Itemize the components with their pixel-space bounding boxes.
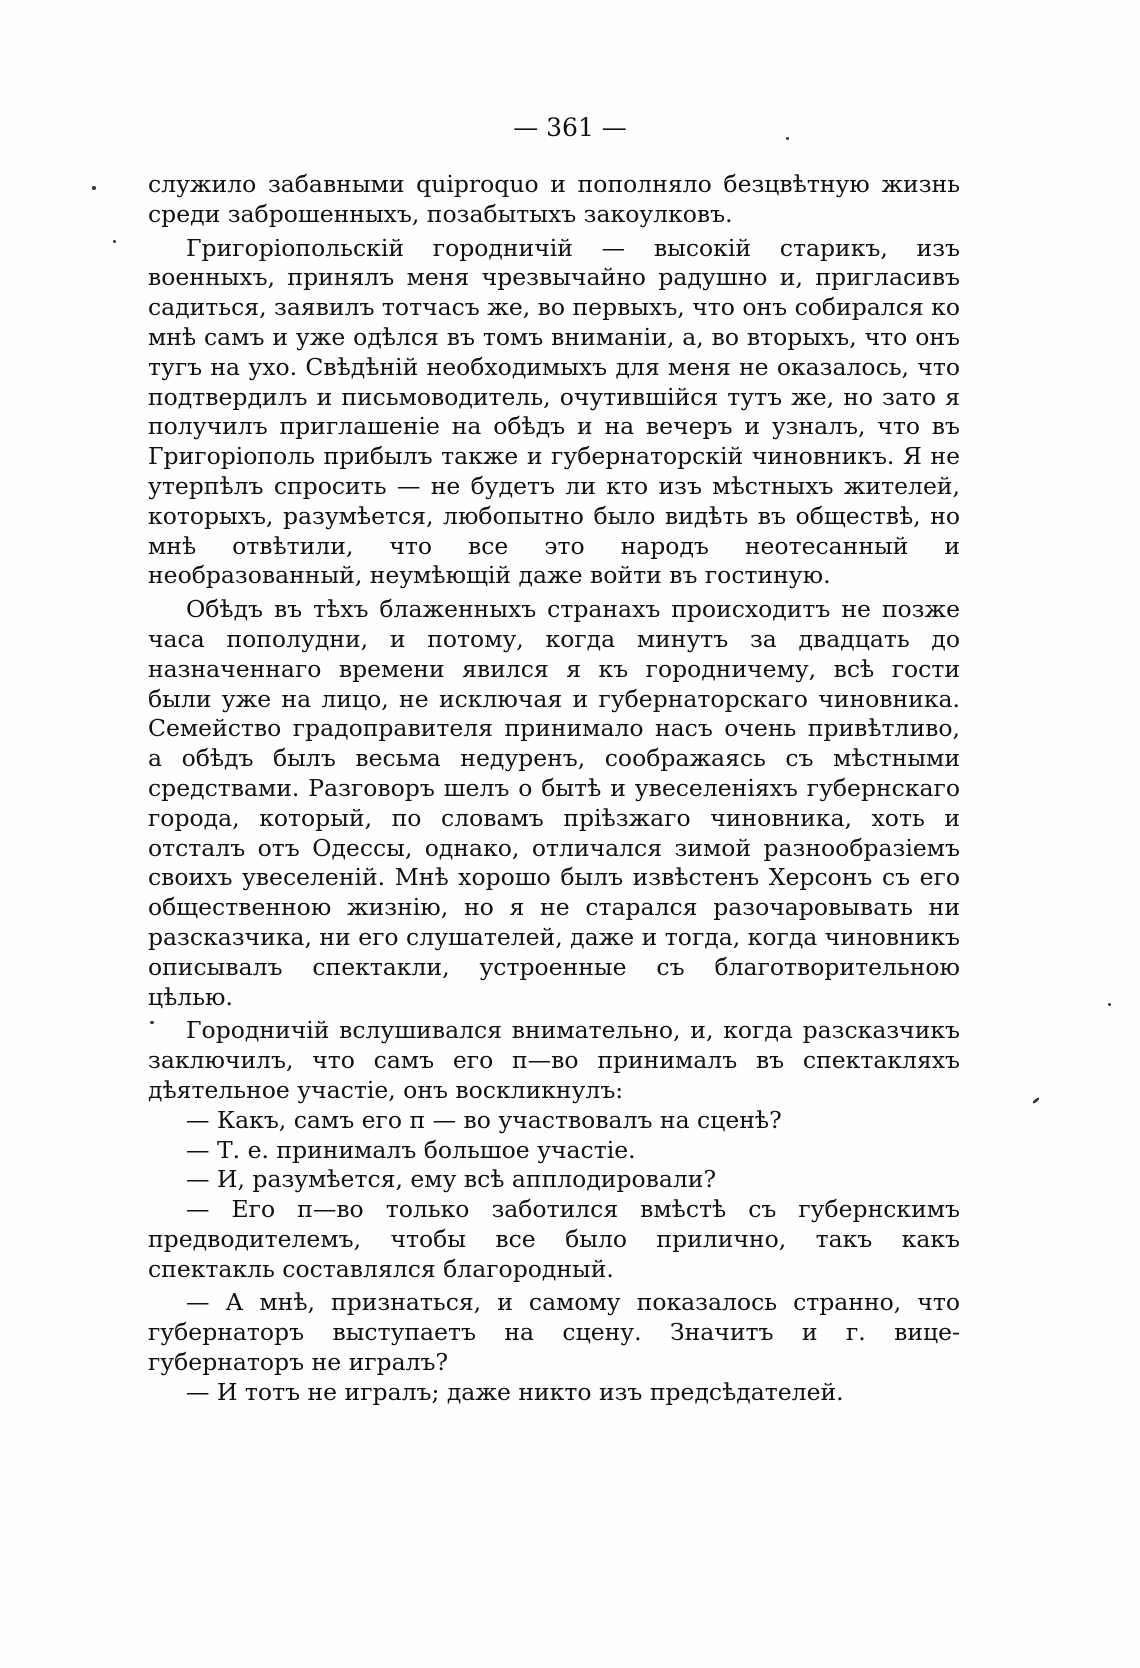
- dialogue-line: — И, разумѣется, ему всѣ апплодировали?: [186, 1165, 717, 1194]
- body-text: [148, 170, 960, 1408]
- paragraph: Григоріопольскій городничій — высокій старикъ, изъ военныхъ, принялъ меня чрезвычайно радушно и, пригласивъ садиться, заявилъ тотчасъ же, во первыхъ, что онъ собирался ко мнѣ самъ и уже одѣлся въ томъ вниманіи, а, во вторыхъ, что онъ тугъ на ухо. Свѣдѣній необходимыхъ для меня не оказалось, что подтвердилъ и письмоводитель, очутившійся тутъ же, но зато я получилъ приглашеніе на обѣдъ и на вечеръ и узналъ, что въ Григоріополь прибылъ также и губернаторскій чиновникъ. Я не утерпѣлъ спросить — не будетъ ли кто изъ мѣстныхъ жителей, которыхъ, разумѣется, любопытно было видѣть въ обществѣ, но мнѣ отвѣтили, что все это народъ неотесанный и необразованный, неумѣющій даже войти въ гостиную.: [148, 233, 960, 590]
- page-number: — 361 —: [513, 113, 627, 142]
- scan-speck: [150, 1021, 154, 1024]
- scan-speck: [1108, 1003, 1111, 1006]
- dialogue-line: — И тотъ не игралъ; даже никто изъ предсѣдателей.: [186, 1377, 844, 1406]
- dialogue-line: — А мнѣ, признаться, и самому показалось странно, что губернаторъ выступаетъ на сцену. Значитъ и г. вице-губернаторъ не игралъ?: [148, 1288, 960, 1377]
- dialogue-line: — Т. е. принималъ большое участіе.: [186, 1135, 636, 1164]
- dialogue-line: — Его п—во только заботился вмѣстѣ съ губернскимъ предводителемъ, чтобы все было прилично, такъ какъ спектакль составлялся благородный.: [148, 1195, 960, 1283]
- dialogue-line: — Какъ, самъ его п — во участвовалъ на сценѣ?: [186, 1105, 782, 1134]
- scan-speck: [786, 137, 789, 140]
- scan-speck: [1032, 1097, 1040, 1104]
- scan-speck: [113, 240, 116, 243]
- paragraph: служило забавными quiproquo и пополняло безцвѣтную жизнь среди заброшенныхъ, позабытыхъ закоулковъ.: [148, 170, 960, 228]
- paragraph: Обѣдъ въ тѣхъ блаженныхъ странахъ происходитъ не позже часа пополудни, и потому, когда минутъ за двадцать до назначеннаго времени явился я къ городничему, всѣ гости были уже на лицо, не исключая и губернаторскаго чиновника. Семейство градоправителя принимало насъ очень привѣтливо, а обѣдъ былъ весьма недуренъ, соображаясь съ мѣстными средствами. Разговоръ шелъ о бытѣ и увеселеніяхъ губернскаго города, который, по словамъ пріѣзжаго чиновника, хоть и отсталъ отъ Одессы, однако, отличался зимой разнообразіемъ своихъ увеселеній. Мнѣ хорошо былъ извѣстенъ Херсонъ съ его общественною жизнію, но я не старался разочаровывать ни разсказчика, ни его слушателей, даже и тогда, когда чиновникъ описывалъ спектакли, устроенные съ благотворительною цѣлью.: [148, 595, 960, 1011]
- paragraph: Городничій вслушивался внимательно, и, когда разсказчикъ заключилъ, что самъ его п—во принималъ въ спектакляхъ дѣятельное участіе, онъ воскликнулъ:: [148, 1016, 960, 1104]
- scan-speck: [92, 186, 96, 190]
